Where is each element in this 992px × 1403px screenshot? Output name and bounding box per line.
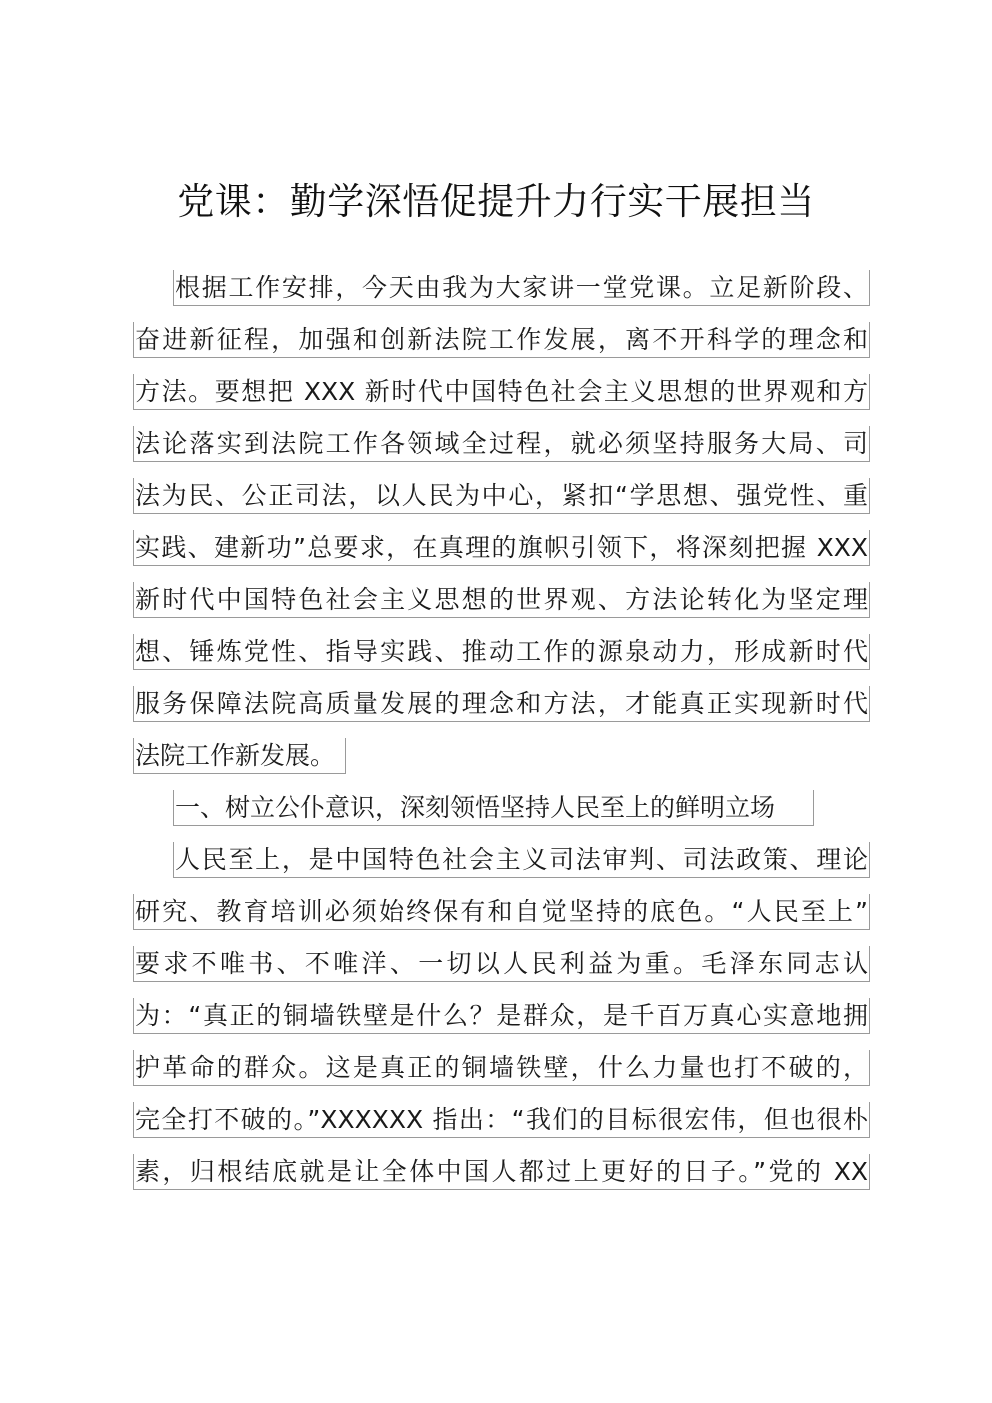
paragraph-line: 法院工作新发展。	[133, 738, 346, 774]
paragraph-line: 方法。要想把 XXX 新时代中国特色社会主义思想的世界观和方	[133, 374, 870, 410]
paragraph-line: 实践、建新功”总要求，在真理的旗帜引领下，将深刻把握 XXX	[133, 530, 870, 566]
document-title: 党课：勤学深悟促提升力行实干展担当	[177, 180, 815, 223]
document-body	[133, 270, 870, 1206]
paragraph-line: 根据工作安排，今天由我为大家讲一堂党课。立足新阶段、	[173, 270, 870, 306]
paragraph-line: 人民至上，是中国特色社会主义司法审判、司法政策、理论	[173, 842, 870, 878]
paragraph-line: 要求不唯书、不唯洋、一切以人民利益为重。毛泽东同志认	[133, 946, 870, 982]
section-heading: 一、树立公仆意识，深刻领悟坚持人民至上的鲜明立场	[173, 790, 814, 826]
paragraph-line: 研究、教育培训必须始终保有和自觉坚持的底色。“人民至上”	[133, 894, 870, 930]
paragraph-line: 法论落实到法院工作各领域全过程，就必须坚持服务大局、司	[133, 426, 870, 462]
paragraph-line: 素，归根结底就是让全体中国人都过上更好的日子。”党的 XX	[133, 1154, 870, 1190]
paragraph-line: 法为民、公正司法，以人民为中心，紧扣“学思想、强党性、重	[133, 478, 870, 514]
paragraph-line: 服务保障法院高质量发展的理念和方法，才能真正实现新时代	[133, 686, 870, 722]
paragraph-line: 完全打不破的。”XXXXXX 指出：“我们的目标很宏伟，但也很朴	[133, 1102, 870, 1138]
paragraph-line: 奋进新征程，加强和创新法院工作发展，离不开科学的理念和	[133, 322, 870, 358]
paragraph-line: 想、锤炼党性、指导实践、推动工作的源泉动力，形成新时代	[133, 634, 870, 670]
paragraph-line: 新时代中国特色社会主义思想的世界观、方法论转化为坚定理	[133, 582, 870, 618]
paragraph-line: 为：“真正的铜墙铁壁是什么？是群众，是千百万真心实意地拥	[133, 998, 870, 1034]
paragraph-line: 护革命的群众。这是真正的铜墙铁壁，什么力量也打不破的，	[133, 1050, 870, 1086]
